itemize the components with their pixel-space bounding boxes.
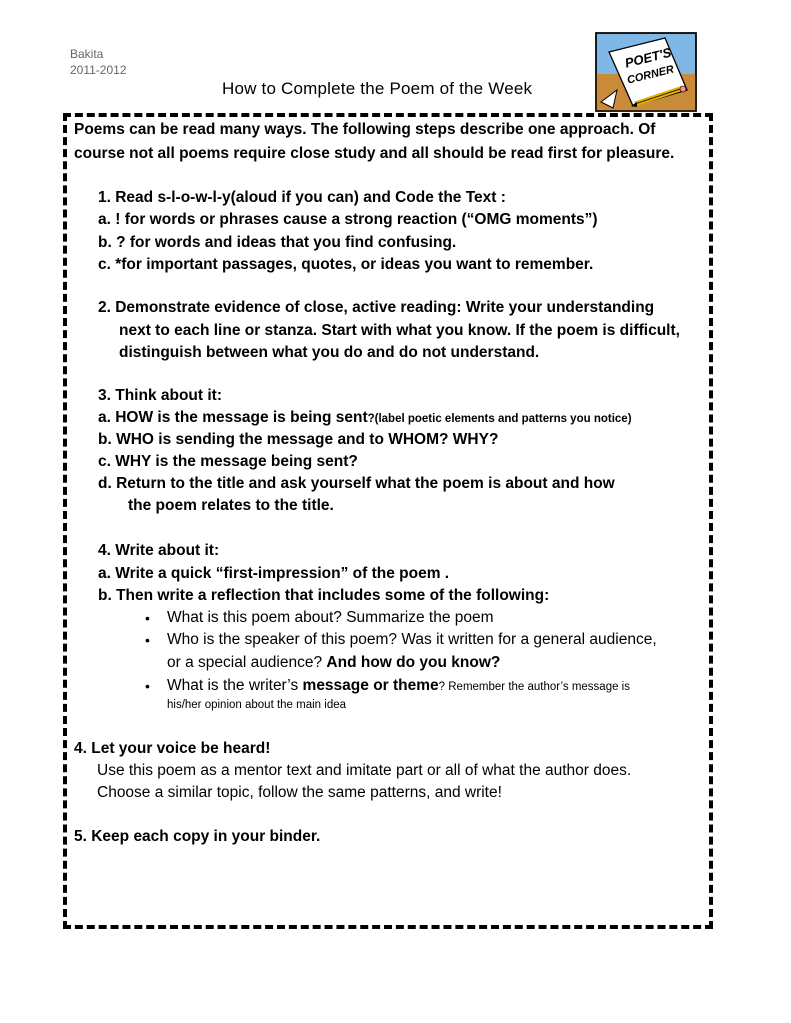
step4-heading: 4. Write about it:	[98, 542, 220, 559]
bullet-3-marker: •	[145, 678, 150, 694]
step5-line-1: Use this poem as a mentor text and imitate part or all of what the author does.	[97, 762, 632, 779]
step5-line-2: Choose a similar topic, follow the same patterns, and write!	[97, 784, 502, 801]
step1-item-c: c. *for important passages, quotes, or ideas you want to remember.	[98, 256, 594, 273]
bullet-1-marker: •	[145, 610, 150, 626]
bullet-2-line-2-plain: or a special audience?	[167, 654, 327, 671]
step3-item-a-note: ?(label poetic elements and patterns you notice)	[367, 413, 632, 425]
step3-item-d-2: the poem relates to the title.	[128, 497, 334, 514]
logo-text-corner: CORNER	[625, 63, 676, 87]
page-title: How to Complete the Poem of the Week	[222, 79, 533, 98]
step2-line-2: next to each line or stanza. Start with what you know. If the poem is difficult,	[119, 322, 680, 339]
step2-line-3: distinguish between what you do and do not understand.	[119, 344, 540, 361]
bullet-2-line-2-bold: And how do you know?	[326, 654, 501, 671]
header-meta	[70, 46, 127, 78]
logo-text-poets: POET'S	[623, 44, 673, 71]
bullet-3-part-3: ? Remember the author’s message is	[438, 681, 630, 693]
bullet-3-part-2: message or theme	[302, 677, 439, 694]
step3-item-b: b. WHO is sending the message and to WHOM? WHY?	[98, 431, 499, 448]
school-year: 2011-2012	[70, 63, 127, 77]
step3-item-a	[98, 409, 632, 427]
bullet-3-line-1	[167, 677, 630, 695]
step3-item-c: c. WHY is the message being sent?	[98, 453, 358, 470]
step1-item-a: a. ! for words or phrases cause a strong reaction (“OMG moments”)	[98, 211, 598, 228]
bullet-1-text: What is this poem about? Summarize the poem	[167, 609, 494, 626]
step2-line-1: 2. Demonstrate evidence of close, active reading: Write your understanding	[98, 299, 655, 316]
bullet-2-line-1: Who is the speaker of this poem? Was it written for a general audience,	[167, 631, 657, 648]
step4-item-b: b. Then write a reflection that includes some of the following:	[98, 587, 550, 604]
step3-heading: 3. Think about it:	[98, 387, 222, 404]
bullet-3-part-1: What is the writer’s	[167, 677, 303, 694]
bullet-3-line-2: his/her opinion about the main idea	[167, 699, 347, 711]
step3-item-a-main: a. HOW is the message is being sent	[98, 409, 368, 426]
bullet-2-line-2	[167, 654, 500, 672]
step1-heading: 1. Read s-l-o-w-l-y(aloud if you can) and Code the Text :	[98, 189, 506, 206]
poets-corner-logo	[595, 32, 697, 112]
bullet-2-marker: •	[145, 632, 150, 648]
step3-item-d-1: d. Return to the title and ask yourself what the poem is about and how	[98, 475, 615, 492]
author-name: Bakita	[70, 47, 104, 61]
step4-item-a: a. Write a quick “first-impression” of the poem .	[98, 565, 450, 582]
step5-heading: 4. Let your voice be heard!	[74, 740, 271, 757]
step1-item-b: b. ? for words and ideas that you find confusing.	[98, 234, 457, 251]
intro-line-2: course not all poems require close study and all should be read first for pleasure.	[74, 145, 675, 162]
step6-heading: 5. Keep each copy in your binder.	[74, 828, 321, 845]
intro-line-1: Poems can be read many ways. The following steps describe one approach. Of	[74, 121, 656, 138]
